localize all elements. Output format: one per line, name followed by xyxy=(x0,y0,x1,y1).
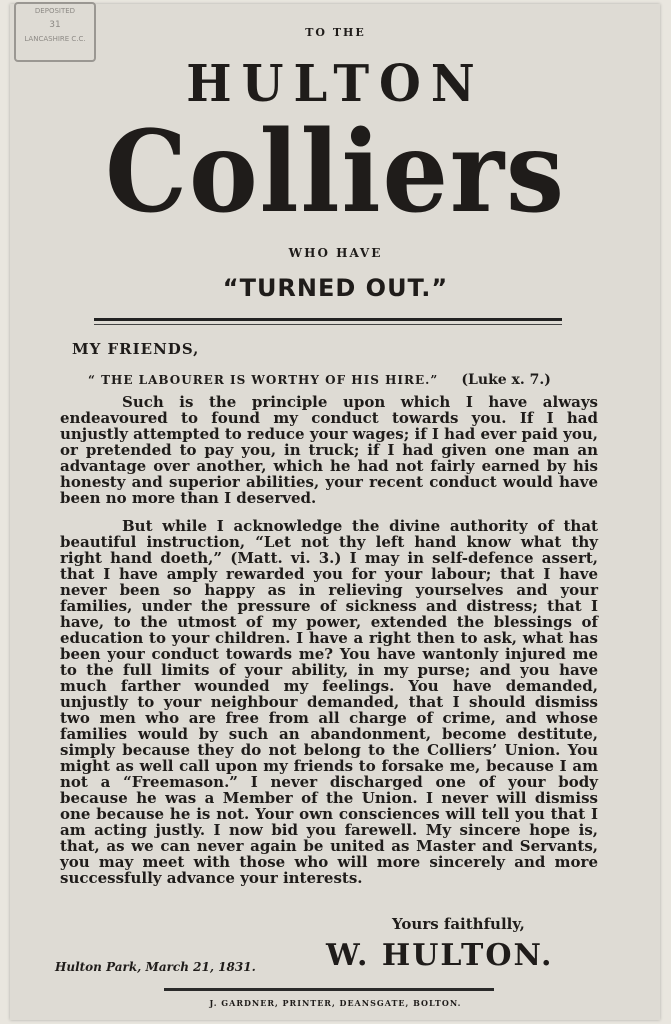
epigraph xyxy=(88,372,551,388)
header-rule-thin xyxy=(94,324,562,325)
body-paragraph-2: But while I acknowledge the divine authority of that beautiful instruction, “Let not thy left hand know what thy right hand doeth,” (Matt. vi. 3.) I may in self-defence assert, that I have amply rewarded you for your labour; that I have never been so happy as in relieving yourselves and your families, under the pressure of sickness and distress; that I have, to the utmost of my power, extended the blessings of education to your children. I have a right then to ask, what has been your conduct towards me? You have wantonly injured me to the full limits of your ability, in my purse; and you have much farther wounded my feelings. You have demanded, unjustly to your neighbour demanded, that I should dismiss two men who are free from all charge of crime, and whose families would by such an abandonment, become destitute, simply because they do not belong to the Colliers’ Union. You might as well call upon my friends to forsake me, because I am not a “Freemason.” I never discharged one of your body because he was a Member of the Union. I never will dismiss one because he is not. Your own consciences will tell you that I am acting justly. I now bid you farewell. My sincere hope is, that, as we can never again be united as Master and Servants, you may meet with those who will more sincerely and more successfully advance your interests. xyxy=(60,517,598,887)
header-who-have: WHO HAVE xyxy=(288,246,383,260)
stamp-middle-text: 31 xyxy=(49,20,61,30)
header-to-the: TO THE xyxy=(305,26,366,39)
stamp-bottom-text: LANCASHIRE C.C. xyxy=(24,35,86,43)
header-turned-out: “TURNED OUT.” xyxy=(222,274,449,302)
footer-rule xyxy=(164,988,494,991)
header-colliers: Colliers xyxy=(105,107,566,238)
epigraph-quote: “ THE LABOURER IS WORTHY OF HIS HIRE.” xyxy=(88,373,439,387)
dateline: Hulton Park, March 21, 1831. xyxy=(55,960,256,974)
header-hulton: HULTON xyxy=(186,54,485,114)
header-rule-thick xyxy=(94,318,562,321)
body-paragraph-1: Such is the principle upon which I have always endeavoured to found my conduct towards you. If I had unjustly attempted to reduce your wages; if I had ever paid you, or pretended to pay you, in truck; if I had given one man an advantage over another, which he had not fairly earned by his honesty and superior abilities, your recent conduct would have been no more than I deserved. xyxy=(60,393,598,507)
epigraph-reference: (Luke x. 7.) xyxy=(461,372,551,388)
signature: W. HULTON. xyxy=(326,938,554,973)
printer-imprint: J. GARDNER, PRINTER, DEANSGATE, BOLTON. xyxy=(209,998,462,1008)
stamp-top-text: DEPOSITED xyxy=(34,7,76,15)
closing: Yours faithfully, xyxy=(392,915,525,933)
salutation: MY FRIENDS, xyxy=(72,340,200,358)
